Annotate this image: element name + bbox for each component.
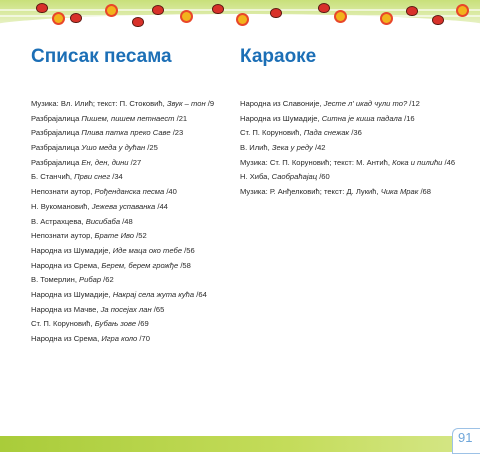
list-item bbox=[31, 273, 214, 288]
song-author: Народна из Срема, bbox=[31, 334, 102, 343]
song-page-ref: /25 bbox=[145, 143, 158, 153]
song-page-ref: /56 bbox=[182, 245, 195, 255]
list-item bbox=[31, 303, 214, 318]
song-page-ref: /60 bbox=[317, 172, 330, 182]
song-page-ref: /69 bbox=[136, 319, 149, 329]
song-title: Ја посејах лан bbox=[100, 304, 152, 314]
song-title: Рибар bbox=[79, 275, 102, 285]
song-page-ref: /68 bbox=[418, 187, 431, 197]
song-page-ref: /44 bbox=[155, 201, 168, 211]
list-item bbox=[31, 97, 214, 112]
karaoke-list bbox=[240, 97, 455, 200]
song-page-ref: /34 bbox=[110, 172, 123, 182]
song-title: Зека у реду bbox=[271, 143, 313, 153]
song-page-ref: /52 bbox=[134, 231, 147, 241]
song-list-title: Списак песама bbox=[31, 46, 172, 67]
song-author: Ст. П. Коруновић, bbox=[240, 128, 304, 138]
list-item bbox=[240, 126, 455, 141]
list-item bbox=[31, 317, 214, 332]
song-title: Бубањ зове bbox=[94, 319, 137, 329]
song-author: Музика: Р. Анђелковић; текст: Д. Лукић, bbox=[240, 187, 381, 197]
song-author: Народна из Славоније, bbox=[240, 99, 324, 108]
list-item bbox=[31, 170, 214, 185]
ladybug-icon bbox=[270, 8, 282, 18]
song-title: Кока и пилићи bbox=[392, 157, 443, 167]
song-page-ref: /42 bbox=[312, 143, 326, 153]
flower-icon bbox=[182, 12, 191, 21]
list-item bbox=[31, 288, 214, 303]
list-item bbox=[240, 112, 455, 127]
song-page-ref: /58 bbox=[178, 260, 191, 270]
song-author: В. Томерлин, bbox=[31, 275, 80, 285]
song-author: Разбрајалица bbox=[31, 157, 82, 167]
flower-icon bbox=[382, 14, 391, 23]
song-author: Н. Вукомановић, bbox=[31, 201, 92, 211]
song-title: Саобраћајац bbox=[271, 172, 318, 182]
song-author: Музика: Ст. П. Коруновић; текст: М. Антић, bbox=[240, 157, 393, 167]
song-author: Народна из Шумадије, bbox=[31, 245, 113, 255]
list-item bbox=[31, 229, 214, 244]
song-page-ref: /70 bbox=[137, 334, 150, 343]
song-page-ref: /64 bbox=[194, 289, 207, 299]
song-page-ref: /46 bbox=[442, 157, 456, 167]
song-page-ref: /9 bbox=[205, 99, 215, 108]
song-author: Непознати аутор, bbox=[31, 187, 95, 197]
ladybug-icon bbox=[132, 17, 144, 27]
list-item bbox=[31, 332, 214, 347]
song-page-ref: /27 bbox=[128, 157, 142, 167]
song-author: Ст. П. Коруновић, bbox=[31, 319, 95, 329]
flower-icon bbox=[238, 15, 247, 24]
list-item bbox=[31, 244, 214, 259]
song-author: Народна из Шумадије, bbox=[31, 289, 113, 299]
list-item bbox=[240, 97, 455, 112]
flower-icon bbox=[54, 14, 63, 23]
song-title: Иде маца око тебе bbox=[112, 245, 183, 255]
song-title: Јежева успаванка bbox=[91, 201, 156, 211]
list-item bbox=[31, 141, 214, 156]
song-title: Ен, ден, дини bbox=[81, 157, 129, 167]
song-title: Плива патка преко Саве bbox=[81, 128, 171, 138]
ladybug-icon bbox=[152, 5, 164, 15]
song-list bbox=[31, 97, 214, 347]
ladybug-icon bbox=[406, 6, 418, 16]
list-item bbox=[31, 156, 214, 171]
song-page-ref: /23 bbox=[170, 128, 184, 138]
song-author: Н. Хиба, bbox=[240, 172, 272, 182]
karaoke-title: Караоке bbox=[240, 46, 317, 67]
song-author: Разбрајалица bbox=[31, 113, 82, 123]
song-title: Први снег bbox=[74, 172, 111, 182]
list-item bbox=[31, 200, 214, 215]
song-title: Чика Мрак bbox=[380, 187, 419, 197]
song-title: Берем, берем грожђе bbox=[101, 260, 179, 270]
list-item bbox=[31, 126, 214, 141]
song-title: Игра коло bbox=[101, 334, 138, 343]
list-item bbox=[31, 259, 214, 274]
list-item bbox=[240, 156, 455, 171]
song-title: Пишем, пишем петнаест bbox=[81, 113, 175, 123]
song-page-ref: /16 bbox=[401, 113, 415, 123]
list-item bbox=[240, 170, 455, 185]
song-author: Непознати аутор, bbox=[31, 231, 95, 241]
song-title: Накрај села жута кућа bbox=[112, 289, 195, 299]
list-item bbox=[31, 215, 214, 230]
song-title: Брате Иво bbox=[94, 231, 135, 241]
song-author: Разбрајалица bbox=[31, 143, 82, 153]
song-page-ref: /40 bbox=[164, 187, 177, 197]
song-title: Висибаба bbox=[85, 216, 121, 226]
bottom-decorative-band bbox=[0, 436, 480, 452]
song-author: В. Илић, bbox=[240, 143, 272, 153]
list-item bbox=[31, 112, 214, 127]
song-author: Народна из Мачве, bbox=[31, 304, 101, 314]
song-title: Рођенданска песма bbox=[94, 187, 165, 197]
song-page-ref: /36 bbox=[349, 128, 362, 138]
song-title: Звук – тон bbox=[166, 99, 206, 108]
song-title: Јесте л' икад чули то? bbox=[323, 99, 408, 108]
song-author: Разбрајалица bbox=[31, 128, 82, 138]
list-item bbox=[240, 185, 455, 200]
song-page-ref: /12 bbox=[407, 99, 420, 108]
list-item bbox=[31, 185, 214, 200]
song-author: Народна из Шумадије, bbox=[240, 113, 322, 123]
song-author: Народна из Срема, bbox=[31, 260, 102, 270]
ladybug-icon bbox=[70, 13, 82, 23]
song-title: Пада снежак bbox=[303, 128, 350, 138]
list-item bbox=[240, 141, 455, 156]
ladybug-icon bbox=[432, 15, 444, 25]
song-title: Ситна је киша падала bbox=[321, 113, 402, 123]
ladybug-icon bbox=[318, 3, 330, 13]
flower-icon bbox=[336, 12, 345, 21]
ladybug-icon bbox=[212, 4, 224, 14]
song-page-ref: /21 bbox=[174, 113, 188, 123]
song-page-ref: /65 bbox=[151, 304, 165, 314]
song-author: Музика: Вл. Илић; текст: П. Стоковић, bbox=[31, 99, 167, 108]
flower-icon bbox=[458, 6, 467, 15]
song-page-ref: /62 bbox=[101, 275, 114, 285]
ladybug-icon bbox=[36, 3, 48, 13]
song-title: Ушо меда у дућан bbox=[81, 143, 146, 153]
flower-icon bbox=[107, 6, 116, 15]
song-author: Б. Станчић, bbox=[31, 172, 75, 182]
song-page-ref: /48 bbox=[120, 216, 133, 226]
song-author: В. Астрахцева, bbox=[31, 216, 86, 226]
page-number: 91 bbox=[458, 430, 473, 445]
